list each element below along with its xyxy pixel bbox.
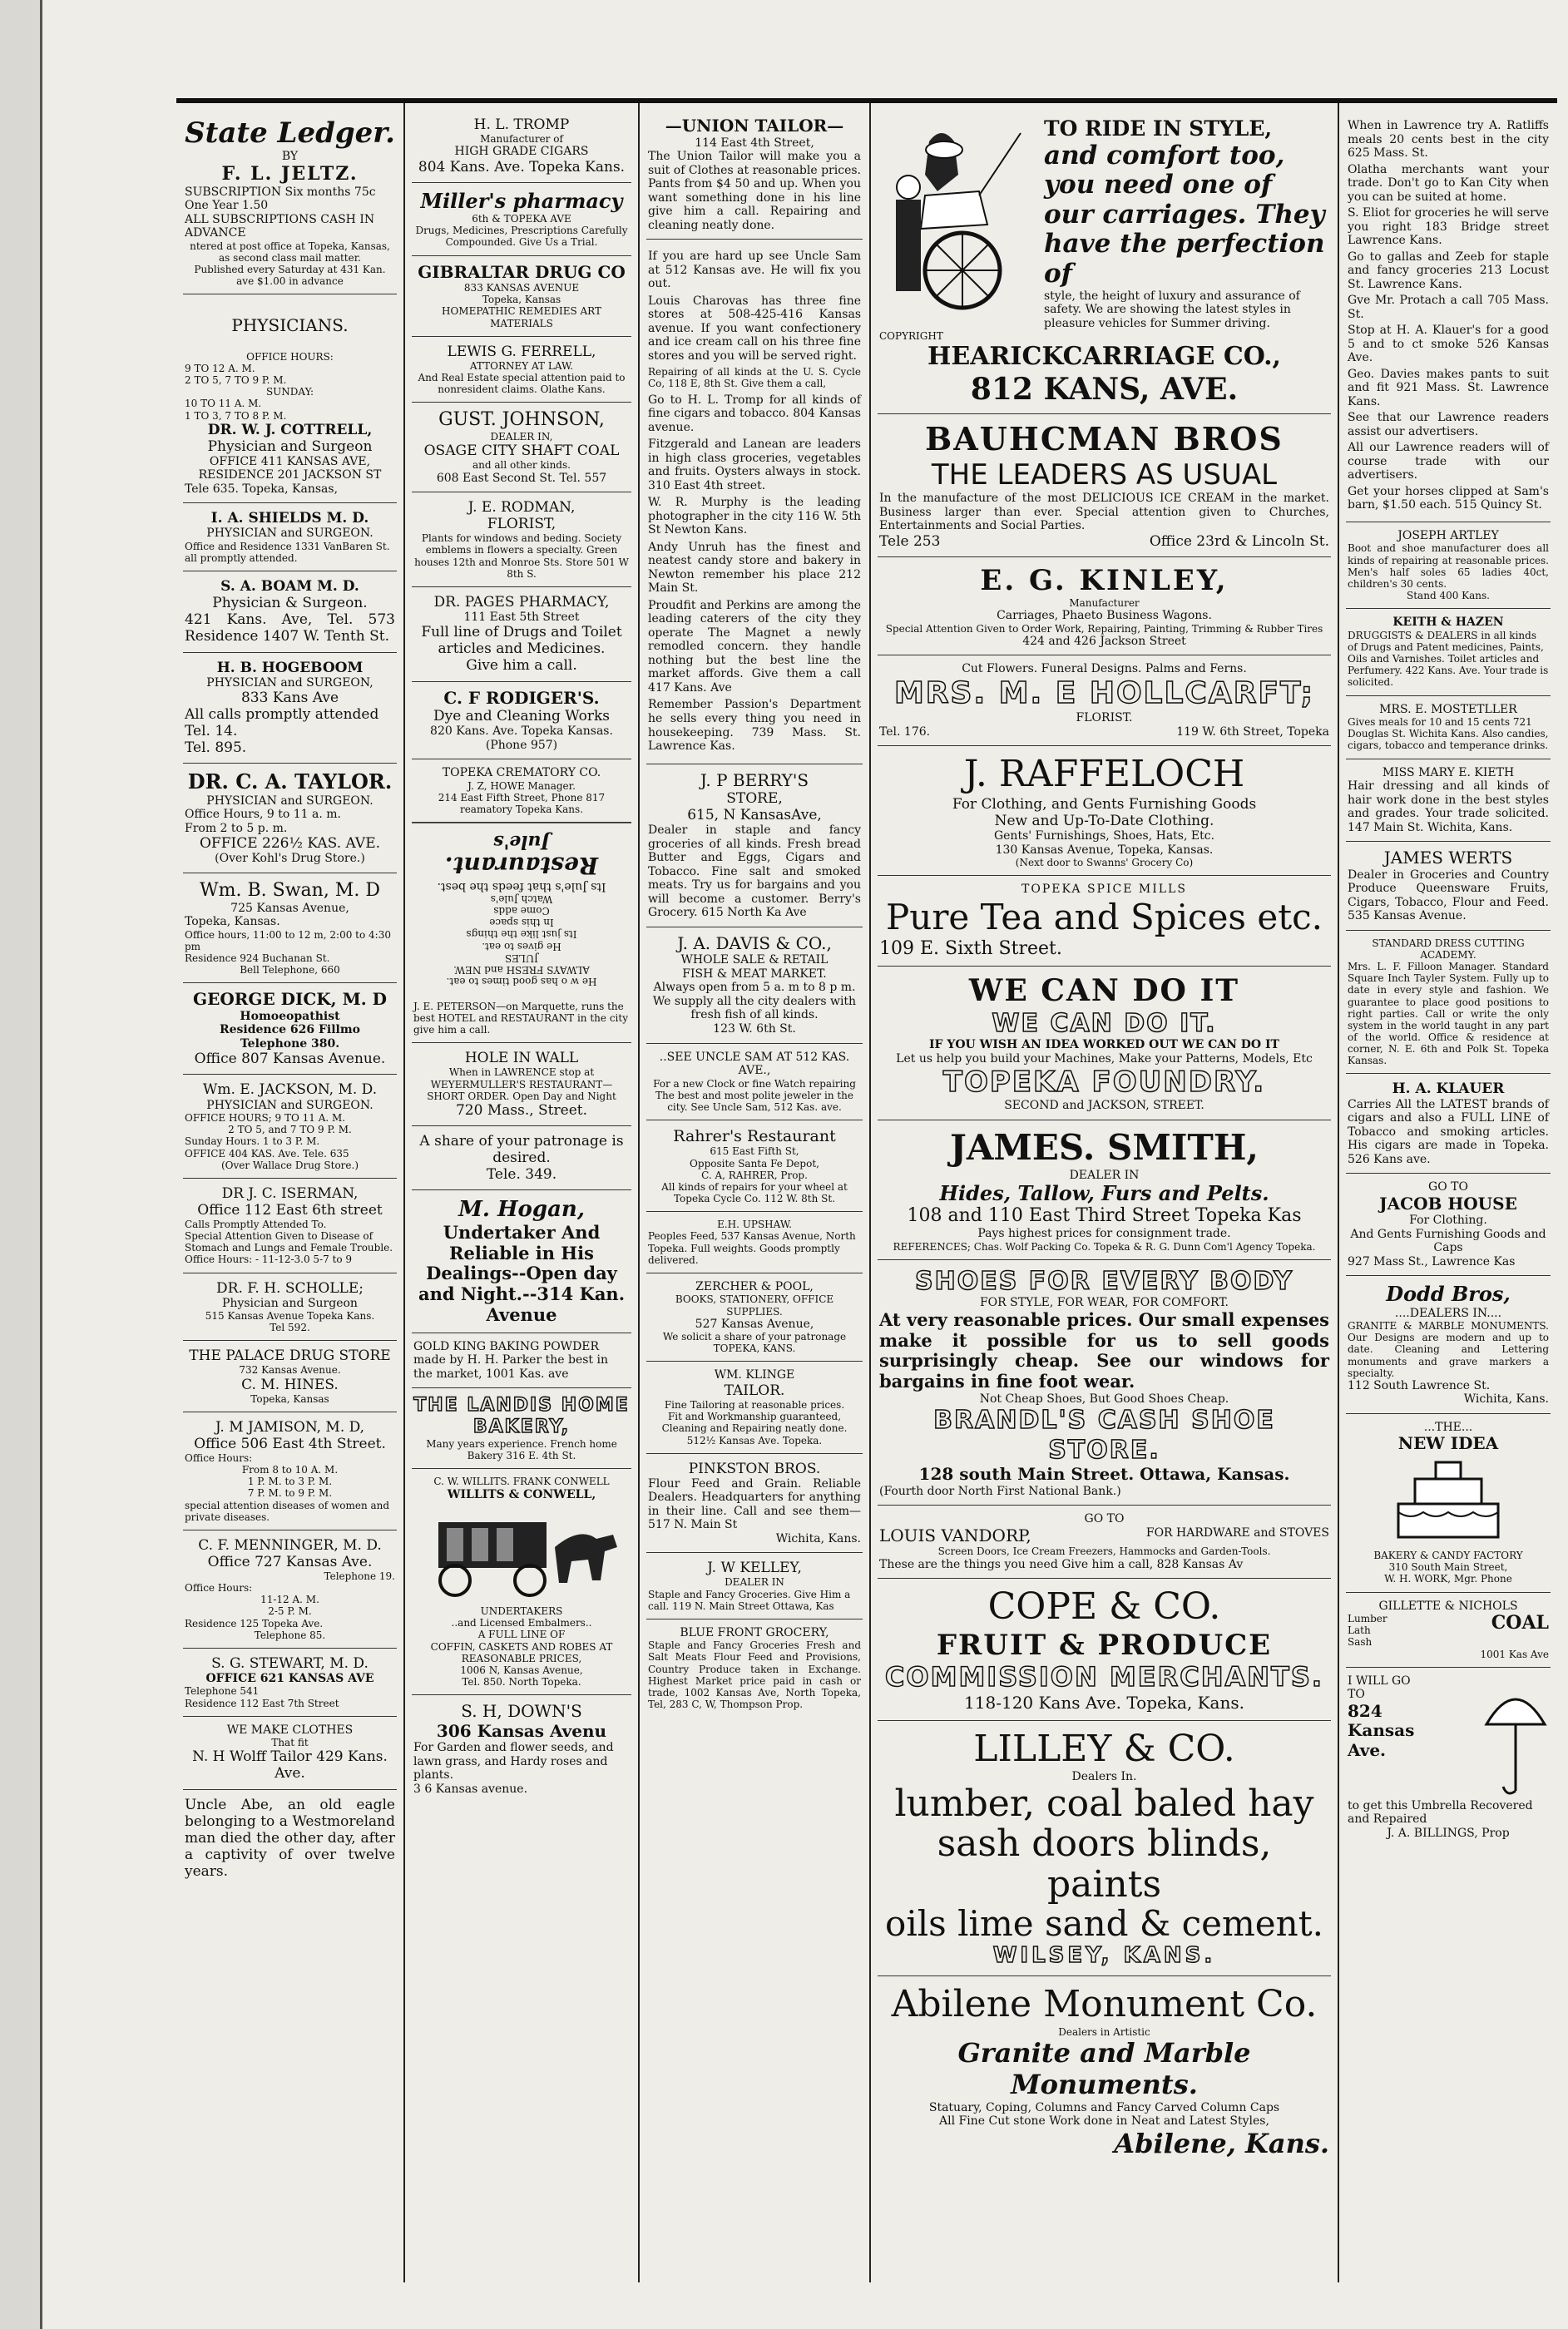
column-3 [640, 103, 871, 2282]
ad-mary-kieth: MISS MARY E. KIETH Hair dressing and all kinds of hair work done in the best styles and grades. Your trade solicited. 147 Main St. Wichita, Kans. [1346, 759, 1551, 843]
ad-landis-bakery: THE LANDIS HOME BAKERY, Many years experience. French home Bakery 316 E. 4th St. [412, 1388, 631, 1469]
ad-swan: Wm. B. Swan, M. D 725 Kansas Avenue, Topeka, Kansas. Office hours, 11:00 to 12 m, 2:00 to 4:30 pm Residence 924 Buchanan St. Bell Telephone, 660 [183, 873, 397, 984]
ad-rodiger: C. F RODIGER'S. Dye and Cleaning Works 820 Kans. Ave. Topeka Kansas. (Phone 957) [412, 682, 631, 760]
newspaper-page [176, 98, 1557, 2282]
ad-berry-store: J. P BERRY'S STORE, 615, N KansasAve, Dealer in staple and fancy groceries of all kinds. Fresh bread Butter and Eggs, Cigars and Tobacco. Fine salt and smoked meats. Try us for bargains and you will become a customer. Berry's Grocery. 615 North Ka Ave [646, 764, 863, 927]
ad-dick: GEORGE DICK, M. D Homoeopathist Residence 626 Fillmo Telephone 380. Office 807 Kansas Avenue. [183, 983, 397, 1075]
ad-hogan: M. Hogan, Undertaker And Reliable in His Dealings--Open day and Night.--314 Kan. Avenue [412, 1190, 631, 1333]
ad-blue-front: BLUE FRONT GROCERY, Staple and Fancy Groceries Fresh and Salt Meats Flour Feed and Provisions, Country Produce taken in Exchange. Highest Market price paid in cash or trade, 1002 Kansas Ave, North Topeka, Tel, 283 C, W, Thompson Prop. [648, 1625, 861, 1711]
ad-hearick-carriage: TO RIDE IN STYLE, and comfort too, you need one of our carriages. They have the perfection of style, the height of luxury and assurance of safety. We are showing the latest styles in pleasure vehicles for Summer driving. COPYRIGHT HEARICKCARRIAGE CO., 812 KANS, AVE. [878, 110, 1331, 414]
ad-ferrell: LEWIS G. FERRELL, ATTORNEY AT LAW. And Real Estate special attention paid to nonresident claims. Olathe Kans. [412, 337, 631, 403]
cottrell-name: DR. W. J. COTTRELL, [207, 421, 373, 438]
ad-topeka-foundry: WE CAN DO IT WE CAN DO IT. IF YOU WISH AN IDEA WORKED OUT WE CAN DO IT Let us help you build your Machines, Make your Patterns, Models, Etc TOPEKA FOUNDRY. SECOND and JACKSON, STREET. [878, 967, 1331, 1120]
ad-upshaw: E.H. UPSHAW. Peoples Feed, 537 Kansas Avenue, North Topeka. Full weights. Goods promptly delivered. [646, 1212, 863, 1273]
news-uncle-abe: Uncle Abe, an old eagle belonging to a Westmoreland man died the other day, after a captivity of over twelve years. [185, 1796, 395, 1880]
ad-klinge: WM. KLINGE TAILOR. Fine Tailoring at reasonable prices. Fit and Workmanship guaranteed, Cleaning and Repairing neatly done. 512½ Kansas Ave. Topeka. [646, 1362, 863, 1453]
ad-hole-in-wall: HOLE IN WALL When in LAWRENCE stop at WEYERMULLER'S RESTAURANT—SHORT ORDER. Open Day and Night 720 Mass., Street. [412, 1043, 631, 1126]
ad-billings-umbrella: I WILL GO TO 824 Kansas Ave. to get this Umbrella Recovered and Repaired J. A. BILLINGS, Prop [1346, 1668, 1551, 1847]
ad-wolff: WE MAKE CLOTHES That fit N. H Wolff Tailor 429 Kans. Ave. [183, 1717, 397, 1790]
umbrella-illustration [1482, 1674, 1549, 1799]
column-5 [1339, 103, 1557, 2282]
ad-lilley-co: LILLEY & CO. Dealers In. lumber, coal baled hay sash doors blinds, paints oils lime sand & cement. WILSEY, KANS. [878, 1721, 1331, 1976]
ad-hollcarft: Cut Flowers. Funeral Designs. Palms and Ferns. MRS. M. E HOLLCARFT; FLORIST. Tel. 176. 119 W. 6th Street, Topeka [878, 655, 1331, 746]
ad-werts: JAMES WERTS Dealer in Groceries and Country Produce Queensware Fruits, Cigars, Tobacco, Flour and Feed. 535 Kansas Avenue. [1346, 842, 1551, 931]
ad-willits-conwell: C. W. WILLITS. FRANK CONWELL WILLITS & CONWELL, UNDERTAKERS ..and Licensed Embalmers.. A FULL LINE OF COFFIN, CASKETS AND ROBES AT REASONABLE PRICES, 1006 N, Kansas Avenue, Tel. 850. North Topeka. [412, 1469, 631, 1695]
ad-pinkston: PINKSTON BROS. Flour Feed and Grain. Reliable Dealers. Headquarters for anything in their line. Call and see them—517 N. Main St Wichita, Kans. [646, 1454, 863, 1554]
ad-kinley: E. G. KINLEY, Manufacturer Carriages, Phaeto Business Wagons. Special Attention Given to Order Work, Repairing, Painting, Trimming & Rubber Tires 424 and 426 Jackson Street [878, 557, 1331, 655]
ad-jacob-house: GO TO JACOB HOUSE For Clothing. And Gents Furnishing Goods and Caps 927 Mass St., Lawrence Kas [1346, 1174, 1551, 1276]
ad-shields: I. A. SHIELDS M. D. PHYSICIAN and SURGEON. Office and Residence 1331 VanBaren St. all promptly attended. [183, 503, 397, 571]
ad-gust-johnson: GUST. JOHNSON, DEALER IN, OSAGE CITY SHAFT COAL and all other kinds. 608 East Second St. Tel. 557 [412, 403, 631, 492]
ad-abilene-monument: Abilene Monument Co. Dealers in Artistic Granite and Marble Monuments. Statuary, Coping, Columns and Fancy Carved Column Caps All Fine Cut stone Work done in Neat and Latest Styles, Abilene, Kans. [891, 1982, 1329, 2159]
ad-brandl-shoes: SHOES FOR EVERY BODY FOR STYLE, FOR WEAR, FOR COMFORT. At very reasonable prices. Our small expenses make it possible for us to sell goods surprisingly cheap. See our windows for bargains in fine foot wear. Not Cheap Shoes, But Good Shoes Cheap. BRANDL'S CASH SHOE STORE. 128 south Main Street. Ottawa, Kansas. (Fourth door North First National Bank.) [878, 1260, 1331, 1506]
binding-gutter [0, 0, 42, 2329]
ad-menninger: C. F. MENNINGER, M. D. Office 727 Kansas Ave. Telephone 19. Office Hours: 11-12 A. M. 2-5 P. M. Residence 125 Topeka Ave. Telephone 85. [183, 1530, 397, 1649]
ad-taylor: DR. C. A. TAYLOR. PHYSICIAN and SURGEON. Office Hours, 9 to 11 a. m. From 2 to 5 p. m. OFFICE 226½ KAS. AVE. (Over Kohl's Drug Store.) [183, 764, 397, 873]
notice-patronage: A share of your patronage is desired. Tele. 349. [412, 1126, 631, 1190]
physicians-heading: PHYSICIANS. [231, 315, 349, 336]
editor-name: F. L. JELTZ. [221, 162, 359, 185]
ad-boam: S. A. BOAM M. D. Physician & Surgeon. 421 Kans. Ave, Tel. 573 Residence 1407 W. Tenth St. [183, 571, 397, 652]
ad-spice-mills: TOPEKA SPICE MILLS Pure Tea and Spices etc. 109 E. Sixth Street. [878, 876, 1331, 967]
masthead-title: State Ledger. [185, 116, 395, 150]
ad-vandorp: GO TO LOUIS VANDORP, FOR HARDWARE and STOVES Screen Doors, Ice Cream Freezers, Hammocks and Garden-Tools. These are the things you need Give him a call, 828 Kansas Av [878, 1506, 1331, 1579]
ad-kelley: J. W KELLEY, DEALER IN Staple and Fancy Groceries. Give Him a call. 119 N. Main Street Ottawa, Kas [646, 1553, 863, 1619]
ad-artley: JOSEPH ARTLEY Boot and shoe manufacturer does all kinds of repairing at reasonable prices. Men's half soles 65 ladies 40ct, children's 30 cents. Stand 400 Kans. [1346, 522, 1551, 609]
column-1 [176, 103, 405, 2282]
ad-klauer: H. A. KLAUER Carries All the LATEST brands of cigars and also a FULL LINE of Tobacco and smoking articles. His cigars are made in Topeka. 526 Kans ave. [1346, 1074, 1551, 1174]
physicians-section: PHYSICIANS. OFFICE HOURS: 9 TO 12 A. M. 2 TO 5, 7 TO 9 P. M. SUNDAY: 10 TO 11 A. M. 1 TO 3, 7 TO 8 P. M. DR. W. J. COTTRELL, Physician and Surgeon OFFICE 411 KANSAS AVE, RESIDENCE 201 JACKSON ST Tele 635. Topeka, Kansas, [183, 294, 397, 503]
masthead: State Ledger. BY F. L. JELTZ. SUBSCRIPTION Six months 75c One Year 1.50 ALL SUBSCRIPTIONS CASH IN ADVANCE ntered at post office at Topeka, Kansas, as second class mail matter. Published every Saturday at 431 Kan. ave $1.00 in advance [183, 110, 397, 294]
ad-cope-co: COPE & CO. FRUIT & PRODUCE COMMISSION MERCHANTS. 118-120 Kans Ave. Topeka, Kans. [878, 1579, 1331, 1720]
ad-keith-hazen: KEITH & HAZEN DRUGGISTS & DEALERS in all kinds of Drugs and Patent medicines, Paints, Oils and Varnishes. Toilet articles and Perfumery. 422 Kans. Ave. Your trade is solicited. [1346, 609, 1551, 695]
local-notices: If you are hard up see Uncle Sam at 512 Kansas ave. He will fix you out. Louis Charovas has three fine stores at 508-425-416 Kansas avenue. If you want confectionery and ice cream call on his three fine stores and you will be served right. Repairing of all kinds at the U. S. Cycle Co, 118 E, 8th St. Give them a call, Go to H. L. Tromp for all kinds of fine cigars and tobacco. 804 Kansas avenue. Fitzgerald and Lanean are leaders in high class groceries, vegetables and fruits. Oysters always in stock. 310 East 4th street. W. R. Murphy is the leading photographer in the city 116 W. 5th St Newton Kans. Andy Unruh has the finest and neatest candy store and bakery in Newton remember his place 212 Main St. Proudfit and Perkins are among the leading caterers of the city they operate The Magnet a newly remodled concern. they handle nothing but the best line the market affords. Give them a call 417 Kans. Ave Remember Passion's Department he sells every thing you need in housekeeping. 739 Mass. St. Lawrence Kas. [646, 240, 863, 764]
ad-downs: S. H, DOWN'S 306 Kansas Avenu For Garden and flower seeds, and lawn grass, and Hardy roses and plants. 3 6 Kansas avenue. [413, 1701, 614, 1796]
ad-gibraltar: GIBRALTAR DRUG CO 833 KANSAS AVENUE Topeka, Kansas HOMEPATHIC REMEDIES ART MATERIALS [412, 256, 631, 337]
ad-miller-pharmacy: Miller's pharmacy 6th & TOPEKA AVE Drugs, Medicines, Prescriptions Carefully Compounded. Give Us a Trial. [412, 183, 631, 256]
ad-tromp: H. L. TROMP Manufacturer of HIGH GRADE CIGARS 804 Kans. Ave. Topeka Kans. [412, 110, 631, 183]
hearse-illustration [413, 1501, 630, 1601]
ad-davis: J. A. DAVIS & CO., WHOLE SALE & RETAIL FISH & MEAT MARKET. Always open from 5 a. m to 8 p m. We supply all the city dealers with fresh fish of all kinds. 123 W. 6th St. [646, 927, 863, 1044]
ad-hogeboom: H. B. HOGEBOOM PHYSICIAN and SURGEON, 833 Kans Ave All calls promptly attended Tel. 14. Tel. 895. [183, 653, 397, 764]
ad-gold-king: GOLD KING BAKING POWDER made by H. H. Parker the best in the market, 1001 Kas. ave [412, 1333, 631, 1389]
ad-scholle: DR. F. H. SCHOLLE; Physician and Surgeon 515 Kansas Avenue Topeka Kans. Tel 592. [183, 1273, 397, 1342]
ad-rahrer: Rahrer's Restaurant 615 East Fifth St, Opposite Santa Fe Depot, C. A, RAHRER, Prop. All kinds of repairs for your wheel at Topeka Cycle Co. 112 W. 8th St. [646, 1120, 863, 1212]
ad-jules-restaurant-upside-down: He w o has good times to eat. ALWAYS FRESH and NEW. JULES He gives to eat. Its just like the things In this space Come adds Watch Jule's Its Jule's that feeds the best. Restaurant. Jule's [412, 823, 631, 994]
ad-jamison: J. M JAMISON, M. D, Office 506 East 4th Street. Office Hours: From 8 to 10 A. M. 1 P. M. to 3 P. M. 7 P. M. to 9 P. M. special attention diseases of women and private diseases. [183, 1412, 397, 1530]
ad-standard-dress: STANDARD DRESS CUTTING ACADEMY. Mrs. L. F. Filloon Manager. Standard Square Inch Tayler System. Fully up to date in every style and fashion. We guarantee to place good positions to right parties. Call or write the only system in the world taught in any part of the world. Office & residence at corner, N. E. 6th and Polk St. Topeka Kansas. [1346, 931, 1551, 1075]
ad-stewart: S. G. STEWART, M. D. OFFICE 621 KANSAS AVE Telephone 541 Residence 112 East 7th Street [183, 1649, 397, 1717]
ad-iserman: DR J. C. ISERMAN, Office 112 East 6th street Calls Promptly Attended To. Special Attention Given to Disease of Stomach and Lungs and Female Trouble. Office Hours: - 11-12-3.0 5-7 to 9 [183, 1179, 397, 1273]
ad-uncle-sam: ..SEE UNCLE SAM AT 512 KAS. AVE., For a new Clock or fine Watch repairing The best and most polite jeweler in the city. See Uncle Sam, 512 Kas. ave. [646, 1044, 863, 1121]
ad-zercher: ZERCHER & POOL, BOOKS, STATIONERY, OFFICE SUPPLIES. 527 Kansas Avenue, We solicit a share of your patronage TOPEKA, KANS. [646, 1273, 863, 1362]
ad-rodman: J. E. RODMAN, FLORIST, Plants for windows and beding. Society emblems in flowers a specialty. Green houses 12th and Monroe Sts. Store 501 W 8th S. [412, 492, 631, 587]
column-4 [871, 103, 1339, 2282]
carriage-illustration [879, 116, 1037, 324]
ad-raffeloch: J. RAFFELOCH For Clothing, and Gents Furnishing Goods New and Up-To-Date Clothing. Gents' Furnishings, Shoes, Hats, Etc. 130 Kansas Avenue, Topeka, Kansas. (Next door to Swanns' Grocery Co) [878, 746, 1331, 876]
ad-peterson: J. E. PETERSON—on Marquette, runs the best HOTEL and RESTAURANT in the city give him a call. [412, 994, 631, 1043]
ad-crematory: TOPEKA CREMATORY CO. J. Z, HOWE Manager. 214 East Fifth Street, Phone 817 reamatory Topeka Kans. [412, 759, 631, 823]
ad-james-smith: JAMES. SMITH, DEALER IN Hides, Tallow, Furs and Pelts. 108 and 110 East Third Street Topeka Kas Pays highest prices for consignment trade. REFERENCES; Chas. Wolf Packing Co. Topeka & R. G. Dunn Com'l Agency Topeka. [878, 1120, 1331, 1260]
ad-dodd-bros: Dodd Bros, ....DEALERS IN.... GRANITE & MARBLE MONUMENTS. Our Designs are modern and up to date. Cleaning and Lettering monuments and grave markers a specialty. 112 South Lawrence St. Wichita, Kans. [1346, 1276, 1551, 1414]
local-notices-2: When in Lawrence try A. Ratliffs meals 20 cents best in the city 625 Mass. St. Olatha merchants want your trade. Don't go to Kan City when you can be suited at home. S. Eliot for groceries he will serve you right 183 Bridge street Lawrence Kans. Go to gallas and Zeeb for staple and fancy groceries 213 Locust St. Lawrence Kans. Gve Mr. Protach a call 705 Mass. St. Stop at H. A. Klauer's for a good 5 and to ct smoke 526 Kansas Ave. Geo. Davies makes pants to suit and fit 921 Mass. St. Lawrence Kans. See that our Lawrence readers assist our advertisers. All our Lawrence readers will of course trade with our advertisers. Get your horses clipped at Sam's barn, $1.50 each. 515 Quincy St. [1346, 110, 1551, 522]
ad-bauchman: BAUHCMAN BROS THE LEADERS AS USUAL In the manufacture of the most DELICIOUS ICE CREAM in the market. Business larger than ever. Special attention given to Churches, Entertainments and Social Parties. Tele 253 Office 23rd & Lincoln St. [878, 414, 1331, 557]
cake-illustration [1348, 1454, 1549, 1545]
ad-palace-drug: THE PALACE DRUG STORE 732 Kansas Avenue. C. M. HINES. Topeka, Kansas [183, 1341, 397, 1412]
ad-new-idea-bakery: ...THE... NEW IDEA BAKERY & CANDY FACTORY 310 South Main Street, W. H. WORK, Mgr. Phone [1346, 1414, 1551, 1593]
hearick-name: HEARICKCARRIAGE CO., [927, 342, 1281, 372]
column-2 [405, 103, 640, 2282]
ad-gillette-nichols: GILLETTE & NICHOLS Lumber Lath Sash COAL 1001 Kas Ave [1346, 1593, 1551, 1668]
ad-jackson: Wm. E. JACKSON, M. D. PHYSICIAN and SURGEON. OFFICE HOURS; 9 TO 11 A. M. 2 TO 5, and 7 TO 9 P. M. Sunday Hours. 1 to 3 P. M. OFFICE 404 KAS. Ave. Tele. 635 (Over Wallace Drug Store.) [183, 1075, 397, 1178]
ad-mostetller: MRS. E. MOSTETLLER Gives meals for 10 and 15 cents 721 Douglas St. Wichita Kans. Also candies, cigars, tobacco and temperance drinks. [1346, 696, 1551, 759]
ad-pages-pharmacy: DR. PAGES PHARMACY, 111 East 5th Street Full line of Drugs and Toilet articles and Medicines. Give him a call. [412, 587, 631, 682]
ad-union-tailor: —UNION TAILOR— 114 East 4th Street, The Union Tailor will make you a suit of Clothes at reasonable prices. Pants from $4 50 and up. When you want something done in his line give him a call. Repairing and cleaning neatly done. [646, 110, 863, 240]
